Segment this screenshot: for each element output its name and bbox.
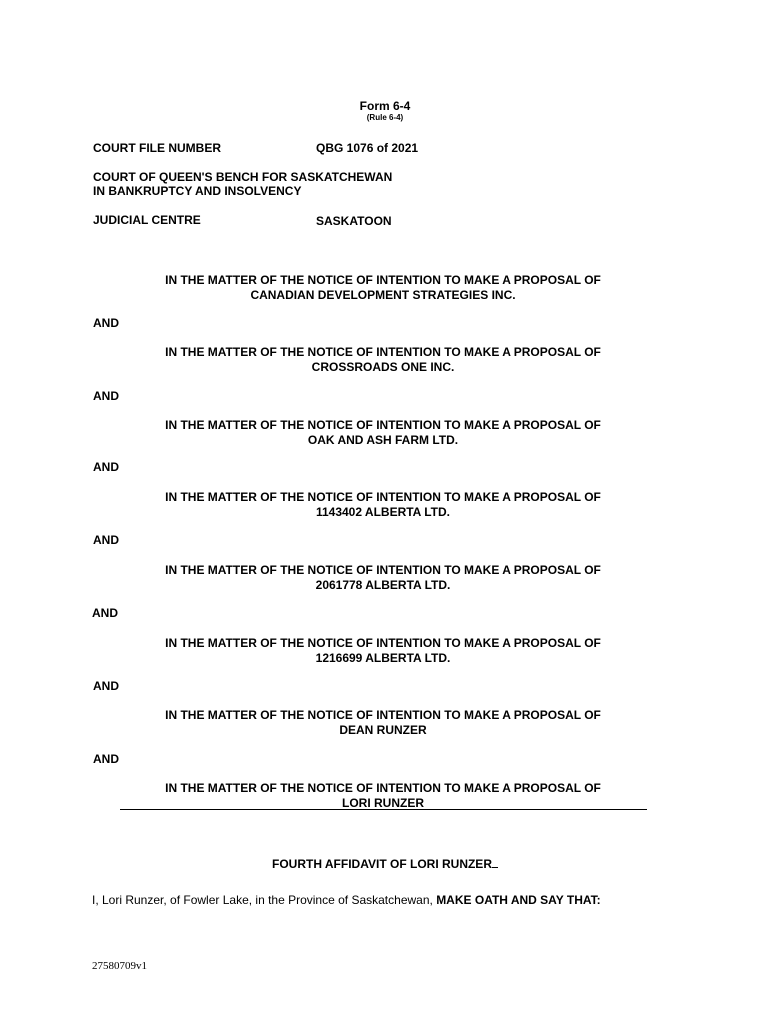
matter-prefix: IN THE MATTER OF THE NOTICE OF INTENTION TO MAKE A PROPOSAL OF (165, 345, 601, 359)
court-file-label: COURT FILE NUMBER (93, 141, 221, 155)
oath-intro: I, Lori Runzer, of Fowler Lake, in the Province of Saskatchewan, (92, 893, 433, 907)
matter-name: DEAN RUNZER (339, 723, 427, 737)
matter-block (156, 418, 610, 448)
matter-block (156, 563, 610, 593)
form-rule: (Rule 6-4) (366, 113, 404, 122)
matter-prefix: IN THE MATTER OF THE NOTICE OF INTENTION TO MAKE A PROPOSAL OF (165, 636, 601, 650)
and-label: AND (93, 460, 119, 474)
court-name-line2: IN BANKRUPTCY AND INSOLVENCY (93, 184, 302, 198)
oath-statement: MAKE OATH AND SAY THAT: (436, 893, 601, 907)
and-label: AND (93, 679, 119, 693)
and-label: AND (93, 389, 119, 403)
document-id: 27580709v1 (92, 960, 147, 972)
matter-prefix: IN THE MATTER OF THE NOTICE OF INTENTION TO MAKE A PROPOSAL OF (165, 563, 601, 577)
matter-prefix: IN THE MATTER OF THE NOTICE OF INTENTION TO MAKE A PROPOSAL OF (165, 273, 601, 287)
form-title: Form 6-4 (359, 99, 411, 113)
matter-prefix: IN THE MATTER OF THE NOTICE OF INTENTION TO MAKE A PROPOSAL OF (165, 418, 601, 432)
matter-prefix: IN THE MATTER OF THE NOTICE OF INTENTION TO MAKE A PROPOSAL OF (165, 708, 601, 722)
matter-name: 1216699 ALBERTA LTD. (315, 651, 451, 665)
title-underline-mark (492, 856, 498, 868)
matter-name: 1143402 ALBERTA LTD. (315, 505, 451, 519)
oath-paragraph (92, 893, 601, 907)
and-label: AND (93, 533, 119, 547)
affidavit-title-text: FOURTH AFFIDAVIT OF LORI RUNZER (272, 857, 492, 871)
style-of-cause-divider (120, 809, 647, 810)
and-label: AND (93, 316, 119, 330)
matter-block (156, 345, 610, 375)
court-name-line1: COURT OF QUEEN'S BENCH FOR SASKATCHEWAN (93, 170, 393, 184)
and-label: AND (92, 606, 118, 620)
matter-name: CROSSROADS ONE INC. (311, 360, 455, 374)
judicial-centre-value: SASKATOON (316, 214, 392, 228)
matter-name: CANADIAN DEVELOPMENT STRATEGIES INC. (250, 288, 516, 302)
matter-block (156, 708, 610, 738)
court-file-value: QBG 1076 of 2021 (316, 141, 419, 155)
matter-prefix: IN THE MATTER OF THE NOTICE OF INTENTION TO MAKE A PROPOSAL OF (165, 781, 601, 795)
matter-block (156, 636, 610, 666)
matter-name: OAK AND ASH FARM LTD. (307, 433, 459, 447)
and-label: AND (93, 752, 119, 766)
matter-block (156, 781, 610, 811)
matter-prefix: IN THE MATTER OF THE NOTICE OF INTENTION TO MAKE A PROPOSAL OF (165, 490, 601, 504)
matter-block (156, 490, 610, 520)
judicial-centre-label: JUDICIAL CENTRE (93, 213, 201, 227)
matter-name: 2061778 ALBERTA LTD. (315, 578, 451, 592)
matter-name: LORI RUNZER (342, 796, 424, 810)
matter-block (156, 273, 610, 303)
affidavit-title (0, 856, 770, 871)
